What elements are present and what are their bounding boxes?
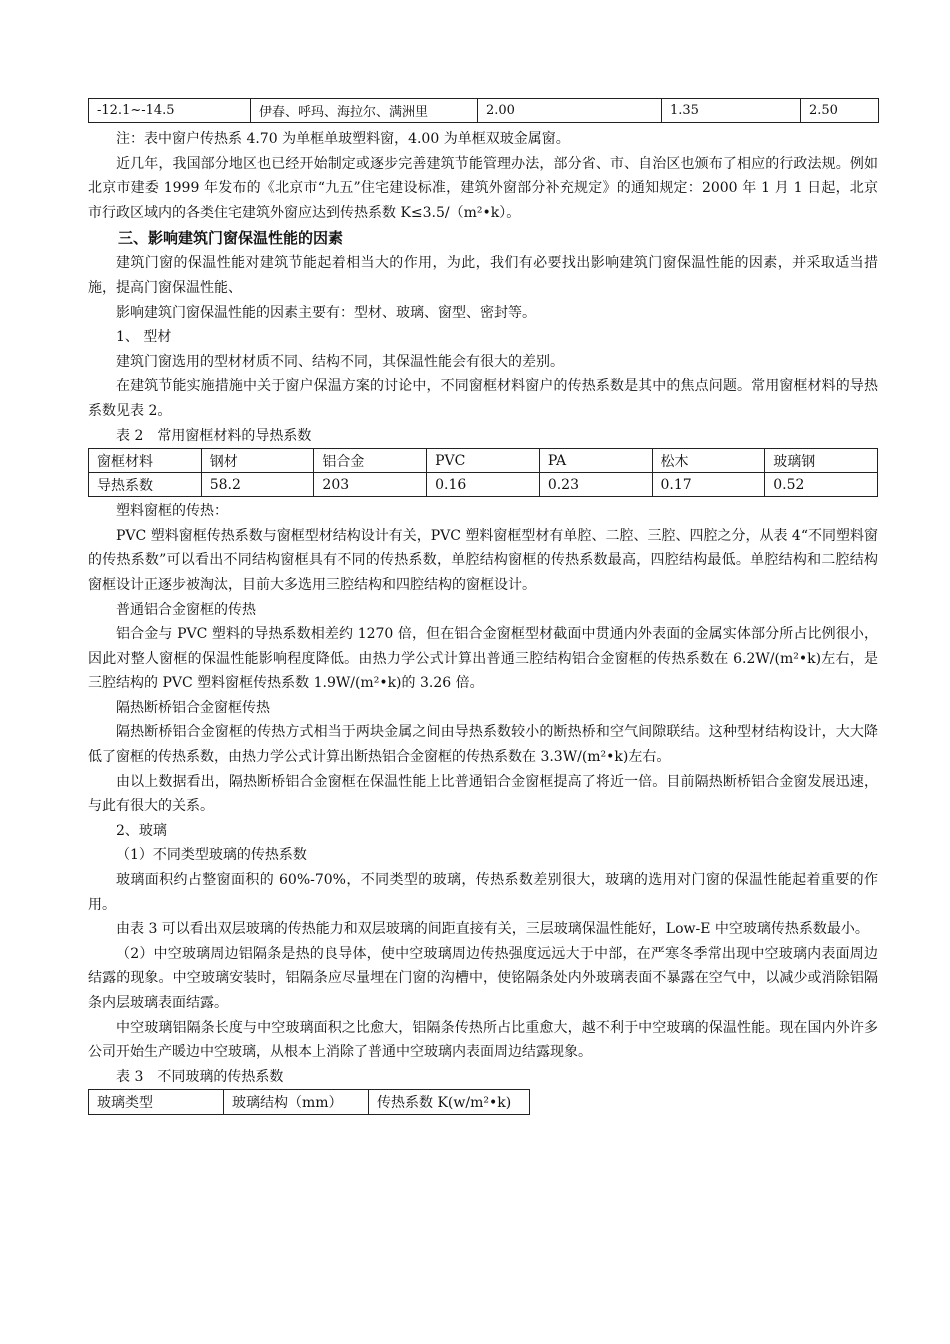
table-cell: 松木 <box>652 449 765 473</box>
paragraph: 铝合金与 PVC 塑料的导热系数相差约 1270 倍，但在铝合金窗框型材截面中贯通内外表面的金属实体部分所占比例很小，因此对整人窗框的保温性能影响程度降低。由热力学公式计算出普通三腔结构铝合金窗框的传热系数在 6.2W/(m²•k)左右，是三腔结构的 PVC 塑料窗框传热系数 1.9W/(m²•k)的 3.26 倍。 <box>88 626 878 692</box>
table-cell: 玻璃钢 <box>765 449 878 473</box>
frame-material-table <box>88 448 878 497</box>
table-header-row <box>89 449 878 473</box>
paragraph: 隔热断桥铝合金窗框的传热方式相当于两块金属之间由导热系数较小的断热桥和空气间隙联结。这种型材结构设计，大大降低了窗框的传热系数，由热力学公式计算出断热铝合金窗框的传热系数在 3.3W/(m²•k)左右。 <box>88 724 878 766</box>
table-cell: 玻璃结构（mm） <box>224 1090 369 1115</box>
table-caption: 表 2 常用窗框材料的导热系数 <box>116 427 312 444</box>
table-cell: -12.1~-14.5 <box>89 99 251 123</box>
table-note: 注：表中窗户传热系 4.70 为单框单玻塑料窗，4.00 为单框双玻金属窗。 <box>116 131 570 147</box>
table-cell: 钢材 <box>201 449 314 473</box>
subsection-title: 1、 型材 <box>116 329 172 346</box>
subsection-title: （1）不同类型玻璃的传热系数 <box>116 847 307 864</box>
paragraph: 在建筑节能实施措施中关于窗户保温方案的讨论中，不同窗框材料窗户的传热系数是其中的焦点问题。常用窗框材料的导热系数见表 2。 <box>88 378 878 419</box>
paragraph: 建筑门窗选用的型材材质不同、结构不同，其保温性能会有很大的差别。 <box>116 353 564 370</box>
table-cell: 玻璃类型 <box>89 1090 224 1115</box>
table-cell: PVC <box>427 449 540 473</box>
table-cell: PA <box>539 449 652 473</box>
subsection-title: 塑料窗框的传热： <box>116 503 228 520</box>
document-page <box>88 98 878 1115</box>
table-cell: 0.23 <box>539 473 652 497</box>
paragraph: 由表 3 可以看出双层玻璃的传热能力和双层玻璃的间距直接有关，三层玻璃保温性能好，Low-E 中空玻璃传热系数最小。 <box>116 921 869 938</box>
table-cell: 2.00 <box>478 99 662 123</box>
table-header-row <box>89 1090 530 1115</box>
table-cell: 203 <box>314 473 427 497</box>
table-cell: 0.17 <box>652 473 765 497</box>
paragraph: 玻璃面积约占整窗面积的 60%-70%，不同类型的玻璃，传热系数差别很大，玻璃的选用对门窗的保温性能起着重要的作用。 <box>88 872 878 913</box>
table-cell: 2.50 <box>801 99 879 123</box>
climate-table-fragment <box>88 98 879 123</box>
section-heading: 三、影响建筑门窗保温性能的因素 <box>118 229 344 248</box>
table-cell: 铝合金 <box>314 449 427 473</box>
paragraph: （2）中空玻璃周边铝隔条是热的良导体，使中空玻璃周边传热强度远远大于中部，在严寒冬季常出现中空玻璃内表面周边结露的现象。中空玻璃安装时，铝隔条应尽量埋在门窗的沟槽中，使铭隔条处内外玻璃表面不暴露在空气中，以减少或消除铝隔条内层玻璃表面结露。 <box>88 945 878 1011</box>
table-cell: 0.52 <box>765 473 878 497</box>
table-cell: 伊春、呼玛、海拉尔、满洲里 <box>251 99 478 123</box>
subsection-title: 隔热断桥铝合金窗框传热 <box>116 699 270 716</box>
glass-type-table <box>88 1089 530 1115</box>
table-cell: 窗框材料 <box>89 449 202 473</box>
table-cell: 0.16 <box>427 473 540 497</box>
table-row <box>89 99 879 123</box>
table-cell: 1.35 <box>662 99 801 123</box>
paragraph: 近几年，我国部分地区也已经开始制定或逐步完善建筑节能管理办法，部分省、市、自治区也颁布了相应的行政法规。例如北京市建委 1999 年发布的《北京市“九五”住宅建设标准，建筑外窗部分补充规定》的通知规定：2000 年 1 月 1 日起，北京市行政区域内的各类住宅建筑外窗应达到传热系数 K≤3.5/（m²•k）。 <box>88 155 878 221</box>
paragraph: PVC 塑料窗框传热系数与窗框型材结构设计有关，PVC 塑料窗框型材有单腔、二腔、三腔、四腔之分，从表 4“不同塑料窗的传热系数”可以看出不同结构窗框具有不同的传热系数，单腔结构窗框的传热系数最高，四腔结构最低。单腔结构和二腔结构窗框设计正逐步被淘汰，目前大多选用三腔结构和四腔结构的窗框设计。 <box>88 527 878 593</box>
subsection-title: 普通铝合金窗框的传热 <box>116 601 256 618</box>
table-cell: 传热系数 K(w/m²•k) <box>369 1090 530 1115</box>
paragraph: 中空玻璃铝隔条长度与中空玻璃面积之比愈大，铝隔条传热所占比重愈大，越不利于中空玻璃的保温性能。现在国内外许多公司开始生产暖边中空玻璃，从根本上消除了普通中空玻璃内表面周边结露现象。 <box>88 1019 878 1061</box>
paragraph: 影响建筑门窗保温性能的因素主要有：型材、玻璃、窗型、密封等。 <box>116 304 536 321</box>
subsection-title: 2、玻璃 <box>116 822 167 839</box>
paragraph: 建筑门窗的保温性能对建筑节能起着相当大的作用，为此，我们有必要找出影响建筑门窗保温性能的因素，并采取适当措施，提高门窗保温性能、 <box>88 255 878 296</box>
table-caption: 表 3 不同玻璃的传热系数 <box>116 1068 284 1085</box>
table-cell: 导热系数 <box>89 473 202 497</box>
table-cell: 58.2 <box>201 473 314 497</box>
table-row <box>89 473 878 497</box>
paragraph: 由以上数据看出，隔热断桥铝合金窗框在保温性能上比普通铝合金窗框提高了将近一倍。目前隔热断桥铝合金窗发展迅速，与此有很大的关系。 <box>88 773 878 815</box>
